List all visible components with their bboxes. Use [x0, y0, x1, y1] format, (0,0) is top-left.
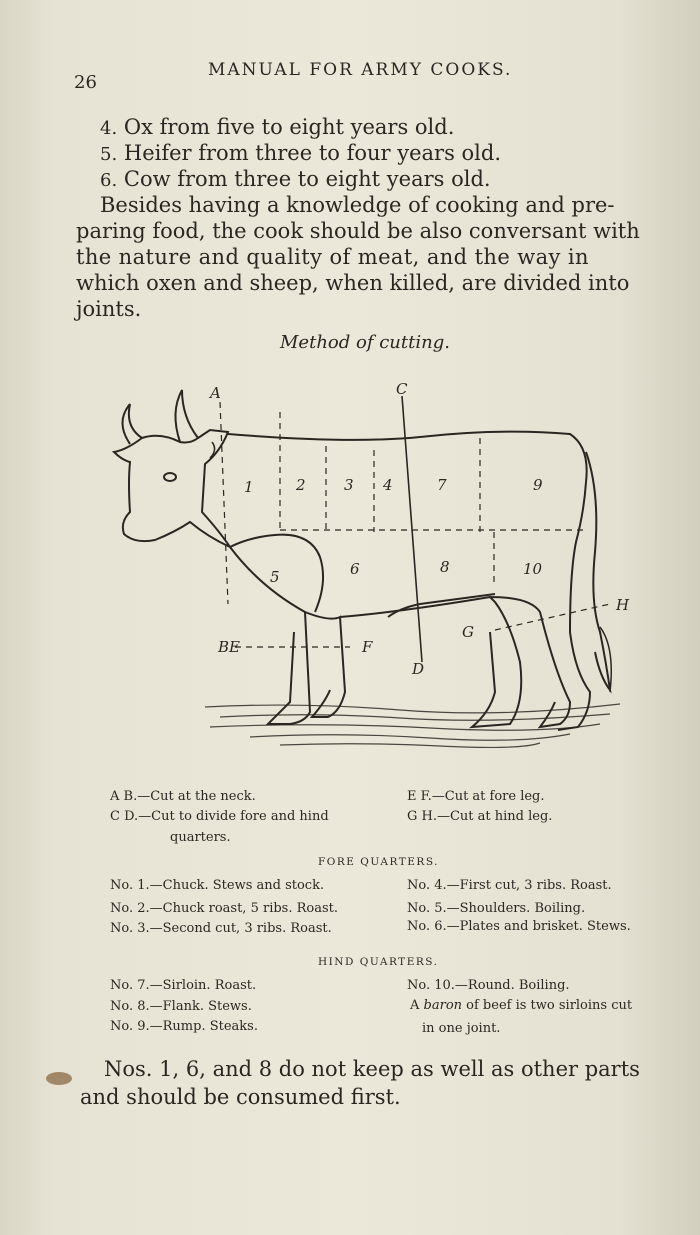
list-text: Ox from five to eight years old. [123, 115, 455, 139]
legend-ef: E F.—Cut at fore leg. [407, 789, 545, 804]
ground-shading [205, 704, 620, 747]
fore-cut-item: No. 5.—Shoulders. Boiling. [407, 901, 586, 916]
cut-number: 5 [270, 568, 280, 586]
fore-cut-item: No. 1.—Chuck. Stews and stock. [110, 878, 325, 893]
baron-note [410, 997, 632, 1015]
cut-number: 3 [344, 476, 354, 494]
hind-cut-item: No. 7.—Sirloin. Roast. [110, 978, 257, 993]
paragraph-line: the nature and quality of meat, and the way in [76, 245, 589, 269]
cut-number: 7 [437, 476, 447, 494]
paragraph-line: Besides having a knowledge of cooking and pre- [100, 193, 615, 217]
list-text: Heifer from three to four years old. [123, 141, 502, 165]
line-label-be: BE [218, 638, 240, 656]
fore-cut-item: No. 3.—Second cut, 3 ribs. Roast. [110, 921, 332, 936]
right-horn [175, 390, 198, 442]
list-item [100, 166, 491, 194]
paragraph-line: paring food, the cook should be also conversant with [76, 219, 640, 243]
line-label-d: D [412, 660, 425, 678]
list-item [100, 114, 454, 142]
diagram-labels [208, 380, 630, 678]
hind-cut-item: No. 9.—Rump. Steaks. [110, 1019, 258, 1034]
line-label-f: F [362, 638, 373, 656]
baron-term: baron [423, 998, 463, 1013]
left-horn [123, 404, 143, 444]
legend-cd: C D.—Cut to divide fore and hind [110, 809, 329, 824]
legend-cd-continued: quarters. [170, 830, 231, 845]
cut-number: 9 [533, 476, 543, 494]
page-number: 26 [74, 72, 97, 93]
hind-quarters-heading: HIND QUARTERS. [318, 956, 439, 968]
baron-suffix: of beef is two sirloins cut [462, 998, 633, 1013]
footer-note-line: Nos. 1, 6, and 8 do not keep as well as other parts [104, 1057, 640, 1081]
line-label-a: A [210, 384, 221, 402]
fore-cut-item: No. 6.—Plates and brisket. Stews. [407, 919, 631, 934]
hind-cut-item: No. 10.—Round. Boiling. [407, 978, 570, 993]
line-label-g: G [462, 623, 474, 641]
cut-number: 4 [383, 476, 393, 494]
cut-number: 8 [440, 558, 450, 576]
fore-quarters-heading: FORE QUARTERS. [318, 856, 439, 868]
cut-number: 2 [296, 476, 306, 494]
cut-line-cd [402, 396, 422, 662]
fore-cut-item: No. 2.—Chuck roast, 5 ribs. Roast. [110, 901, 339, 916]
list-number: 5. [100, 144, 118, 165]
paragraph-line: joints. [76, 297, 142, 321]
list-item [100, 140, 501, 168]
hind-cut-item: No. 8.—Flank. Stews. [110, 999, 252, 1014]
footer-note-line: and should be consumed first. [80, 1085, 401, 1109]
paragraph-line: which oxen and sheep, when killed, are divided into [76, 271, 630, 295]
figure-caption: Method of cutting. [280, 332, 450, 353]
baron-prefix: A [410, 998, 424, 1013]
running-title: MANUAL FOR ARMY COOKS. [208, 60, 513, 80]
legend-ab: A B.—Cut at the neck. [110, 789, 256, 804]
cut-number: 10 [523, 560, 543, 578]
list-number: 6. [100, 170, 118, 191]
cow-head [114, 430, 230, 547]
list-number: 4. [100, 118, 118, 139]
legend-gh: G H.—Cut at hind leg. [407, 809, 553, 824]
cut-lines [220, 402, 610, 647]
cow-eye [164, 473, 176, 481]
line-label-c: C [396, 380, 408, 398]
baron-note-continued: in one joint. [422, 1021, 501, 1036]
cut-number: 6 [350, 560, 360, 578]
stain [46, 1072, 72, 1085]
cow-tail [586, 452, 610, 690]
line-label-h: H [616, 596, 630, 614]
cut-number: 1 [244, 478, 254, 496]
fore-cut-item: No. 4.—First cut, 3 ribs. Roast. [407, 878, 612, 893]
list-text: Cow from three to eight years old. [123, 167, 491, 191]
cow-cutting-diagram [100, 372, 640, 752]
